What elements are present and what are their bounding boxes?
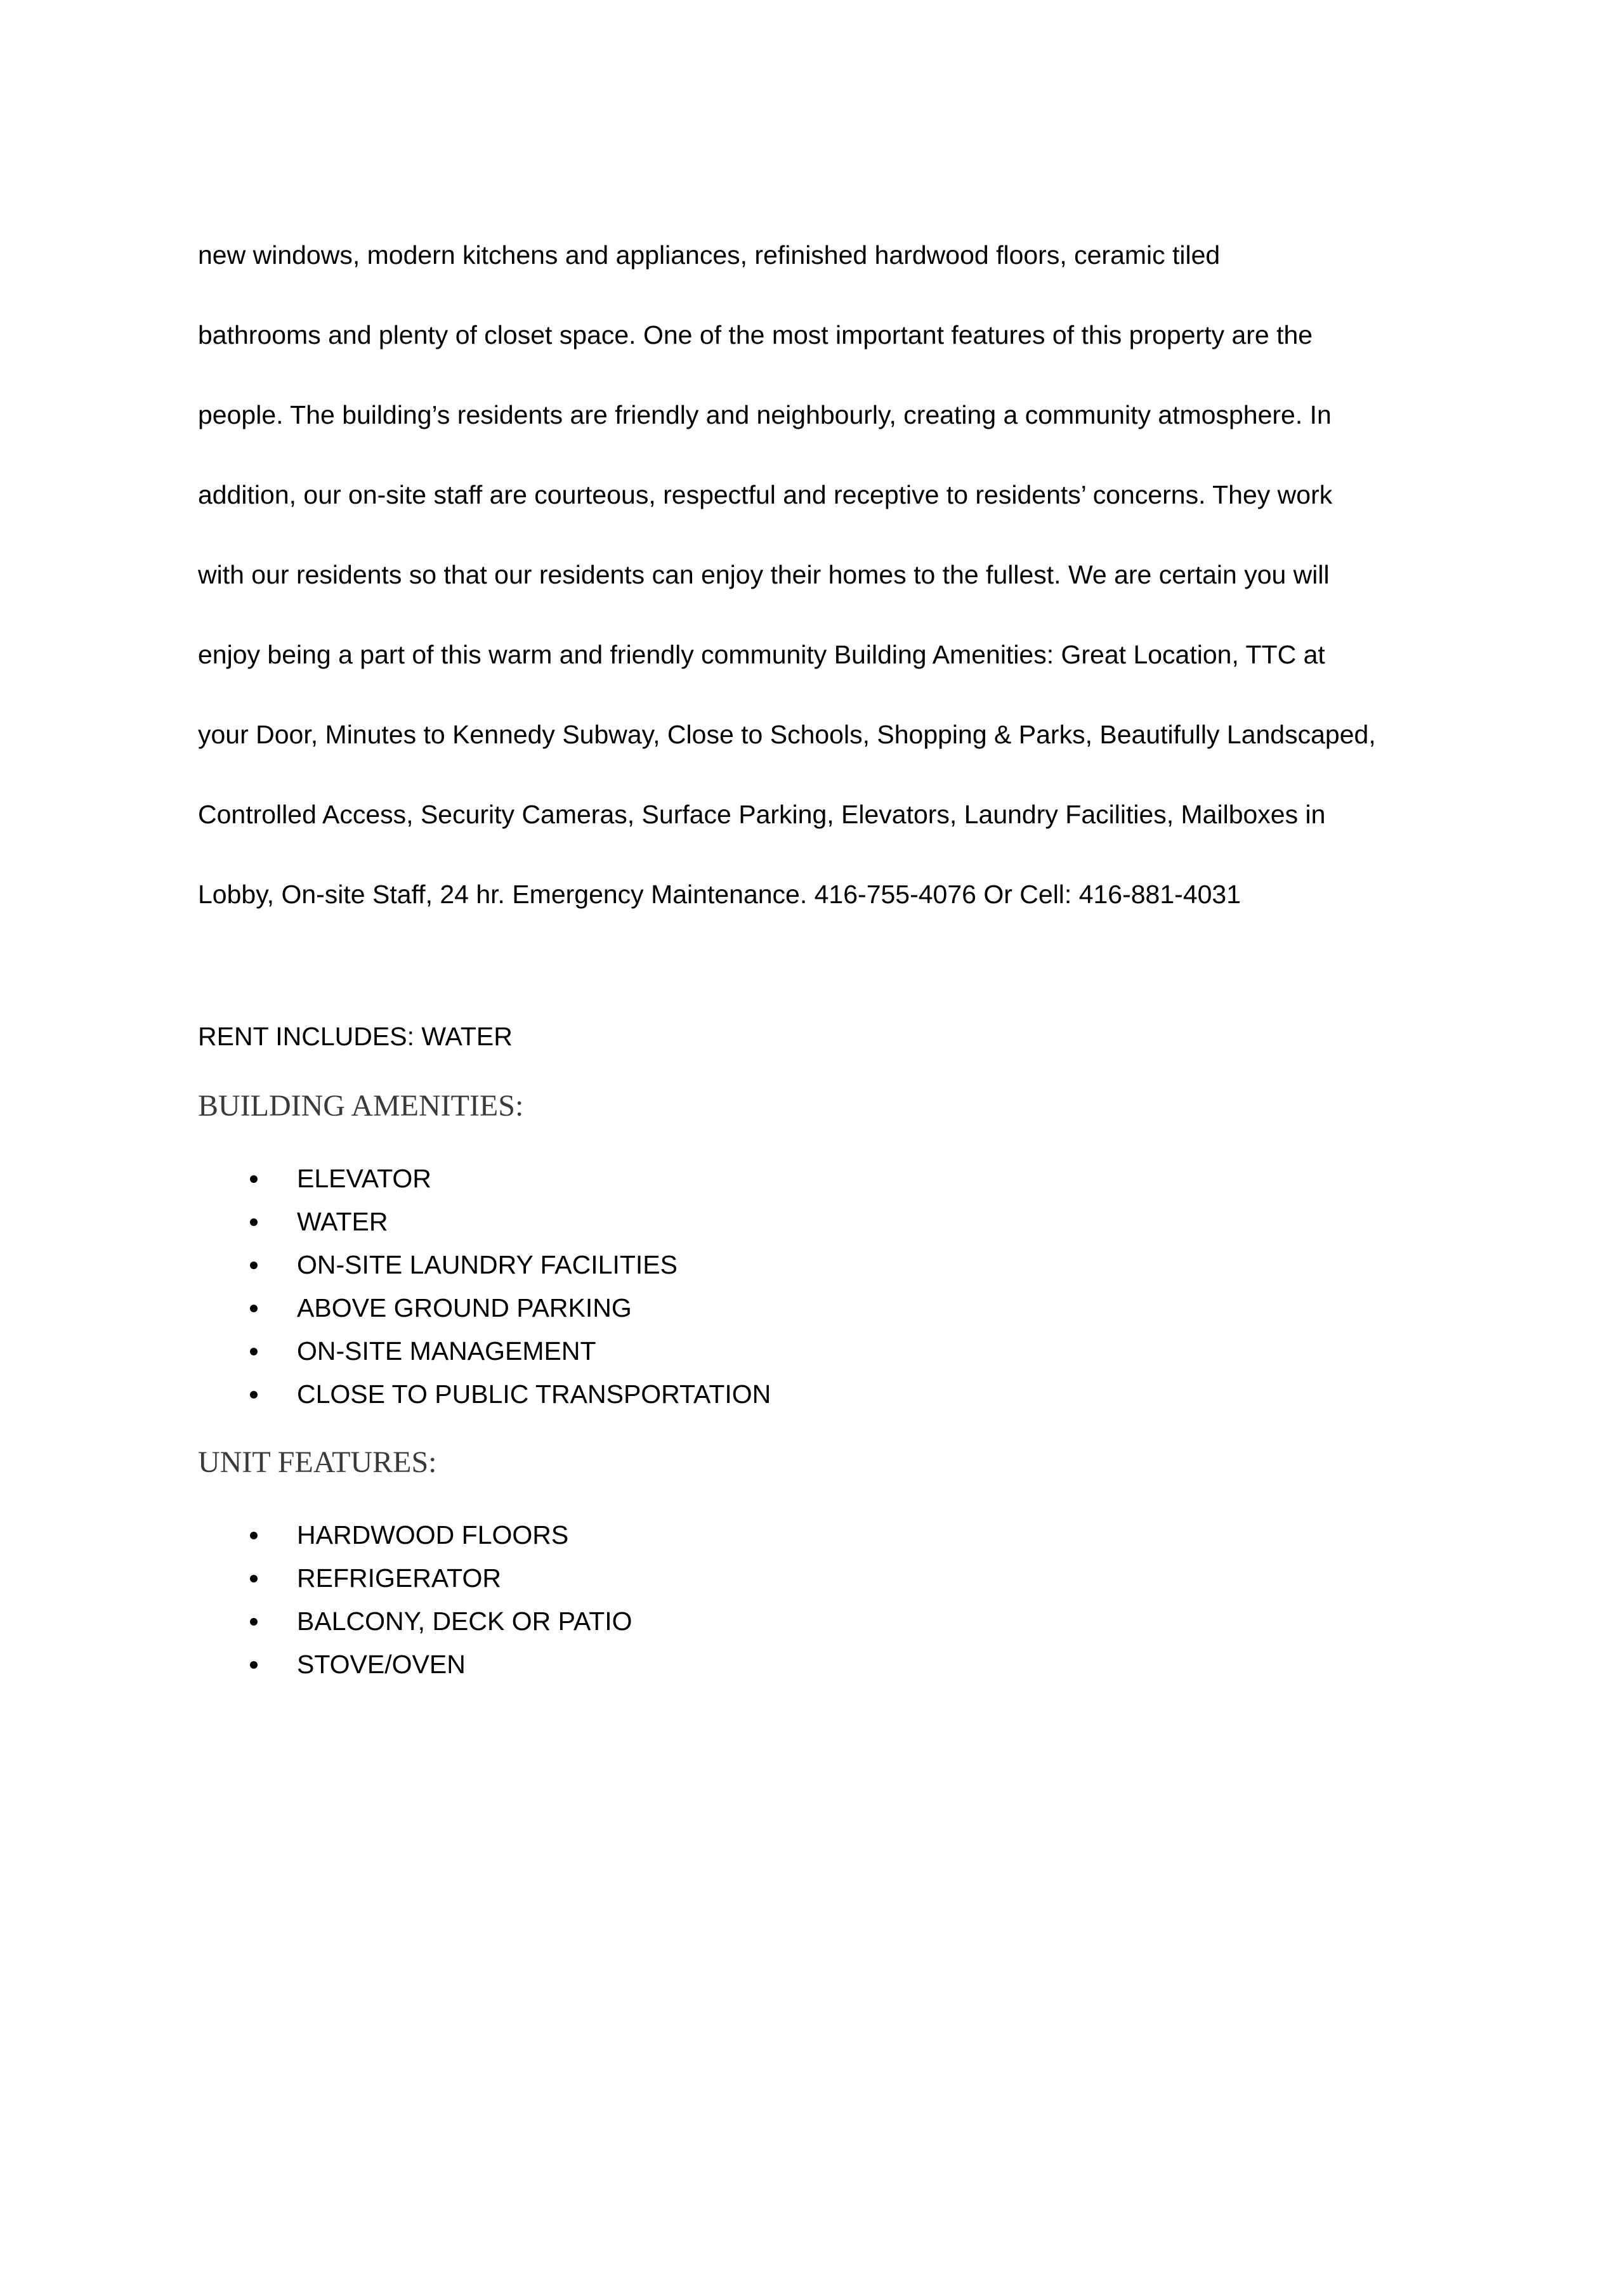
paragraph-line: new windows, modern kitchens and appliances, refinished hardwood floors, ceramic tiled — [198, 240, 1221, 270]
paragraph-line: enjoy being a part of this warm and friendly community Building Amenities: Great Location, TTC at — [198, 640, 1325, 669]
amenity-label: ON-SITE LAUNDRY FACILITIES — [297, 1250, 678, 1279]
list-item — [198, 1643, 1467, 1686]
bullet-icon — [250, 1175, 258, 1183]
feature-label: HARDWOOD FLOORS — [297, 1520, 569, 1549]
list-item — [198, 1286, 1467, 1329]
bullet-icon — [250, 1391, 258, 1399]
bullet-icon — [250, 1532, 258, 1539]
list-item — [198, 1513, 1467, 1556]
list-item — [198, 1200, 1467, 1243]
document-page — [198, 195, 1467, 1686]
bullet-icon — [250, 1305, 258, 1312]
list-item — [198, 1329, 1467, 1373]
bullet-icon — [250, 1218, 258, 1226]
feature-label: REFRIGERATOR — [297, 1563, 501, 1593]
paragraph-line: addition, our on-site staff are courteous, respectful and receptive to residents’ concerns. They work — [198, 480, 1333, 509]
list-item — [198, 1243, 1467, 1286]
paragraph-line: your Door, Minutes to Kennedy Subway, Close to Schools, Shopping & Parks, Beautifully Landscaped, — [198, 720, 1376, 749]
building-amenities-heading: BUILDING AMENITIES: — [198, 1089, 524, 1123]
paragraph-line: with our residents so that our residents can enjoy their homes to the fullest. We are certain you will — [198, 560, 1330, 589]
paragraph-line: Lobby, On-site Staff, 24 hr. Emergency Maintenance. 416-755-4076 Or Cell: 416-881-4031 — [198, 880, 1241, 909]
list-item — [198, 1600, 1467, 1643]
description-paragraph — [198, 195, 1467, 955]
bullet-icon — [250, 1262, 258, 1269]
paragraph-line: bathrooms and plenty of closet space. One of the most important features of this property are the — [198, 320, 1313, 349]
building-amenities-list — [198, 1157, 1467, 1416]
bullet-icon — [250, 1618, 258, 1626]
unit-features-list — [198, 1513, 1467, 1686]
rent-includes-text: RENT INCLUDES: WATER — [198, 1022, 513, 1051]
list-item — [198, 1373, 1467, 1416]
amenity-label: WATER — [297, 1207, 388, 1236]
feature-label: BALCONY, DECK OR PATIO — [297, 1607, 632, 1636]
bullet-icon — [250, 1348, 258, 1355]
amenity-label: ABOVE GROUND PARKING — [297, 1293, 632, 1322]
list-item — [198, 1157, 1467, 1200]
list-item — [198, 1556, 1467, 1600]
unit-features-heading: UNIT FEATURES: — [198, 1445, 437, 1479]
bullet-icon — [250, 1575, 258, 1582]
bullet-icon — [250, 1661, 258, 1669]
feature-label: STOVE/OVEN — [297, 1650, 466, 1679]
paragraph-line: Controlled Access, Security Cameras, Surface Parking, Elevators, Laundry Facilities, Mailboxes in — [198, 800, 1326, 829]
paragraph-line: people. The building’s residents are friendly and neighbourly, creating a community atmosphere. In — [198, 400, 1332, 429]
amenity-label: ELEVATOR — [297, 1164, 431, 1193]
amenity-label: CLOSE TO PUBLIC TRANSPORTATION — [297, 1380, 771, 1409]
amenity-label: ON-SITE MANAGEMENT — [297, 1336, 596, 1366]
